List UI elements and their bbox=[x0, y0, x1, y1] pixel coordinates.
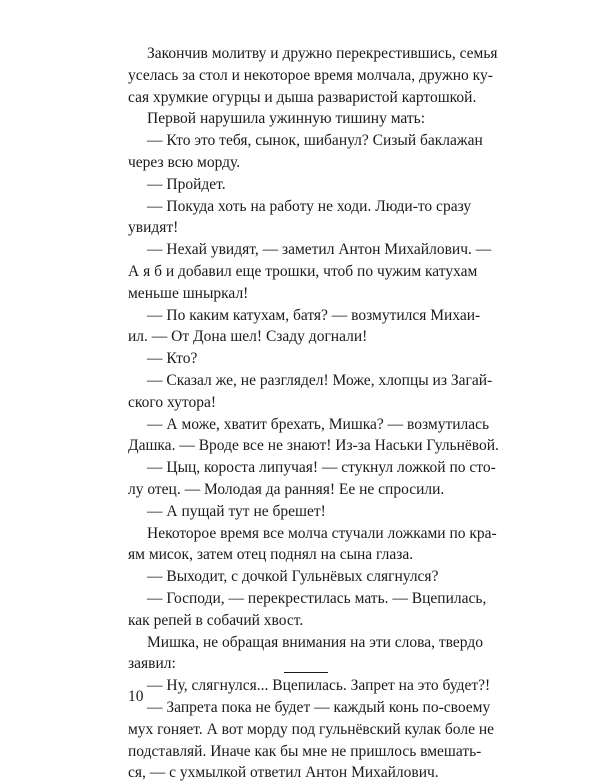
text-line: Закончив молитву и дружно перекрестившись, семья bbox=[147, 45, 498, 62]
text-line: ся, — с ухмылкой ответил Антон Михайлович. bbox=[128, 764, 439, 782]
page-number: 10 bbox=[128, 688, 144, 705]
text-line: — Запрета пока не будет — каждый конь по-своему bbox=[147, 698, 491, 716]
text-line: — Ну, слягнулся... Вцепилась. Запрет на это будет?! bbox=[147, 677, 491, 695]
text-line: — Господи, — перекрестилась мать. — Вцепилась, bbox=[147, 589, 487, 607]
text-line: ям мисок, затем отец поднял на сына глаза. bbox=[128, 546, 414, 564]
text-line: — Кто это тебя, сынок, шибанул? Сизый баклажан bbox=[147, 132, 483, 150]
text-line: сая хрумкие огурцы и дыша разваристой картошкой. bbox=[128, 88, 477, 106]
text-line: — Выходит, с дочкой Гульнёвых слягнулся? bbox=[147, 568, 439, 586]
text-line: — Сказал же, не разглядел! Може, хлопцы из Загай- bbox=[147, 371, 493, 389]
text-line: — По каким катухам, батя? — возмутился Михаи- bbox=[147, 306, 481, 324]
text-line: как репей в собачий хвост. bbox=[128, 611, 304, 629]
text-line: — Покуда хоть на работу не ходи. Люди-то сразу bbox=[147, 197, 472, 215]
text-line: увидят! bbox=[128, 219, 179, 237]
text-line: — Цыц, короста липучая! — стукнул ложкой по сто- bbox=[147, 459, 496, 477]
text-line: подставляй. Иначе как бы мне не пришлось вмешать- bbox=[128, 742, 482, 760]
text-line: через всю морду. bbox=[128, 153, 241, 171]
text-line: уселась за стол и некоторое время молчала, дружно ку- bbox=[128, 66, 493, 84]
text-line: Некоторое время все молча стучали ложками по кра- bbox=[147, 524, 497, 542]
text-line: ил. — От Дона шел! Сзаду догнали! bbox=[128, 328, 368, 346]
text-line: А я б и добавил еще трошки, чтоб по чужим катухам bbox=[128, 262, 478, 280]
text-line: Первой нарушила ужинную тишину мать: bbox=[147, 110, 426, 128]
text-line: — А може, хватит брехать, Мишка? — возмутилась bbox=[147, 415, 490, 433]
text-line: — А пущай тут не брешет! bbox=[147, 502, 326, 520]
text-line: Дашка. — Вроде все не знают! Из-за Наськи Гульнёвой. bbox=[128, 437, 499, 455]
section-divider bbox=[284, 672, 328, 673]
text-line: мух гоняет. А вот морду под гульнёвский кулак боле не bbox=[128, 720, 495, 738]
text-line: меньше шныркал! bbox=[128, 284, 249, 302]
text-line: лу отец. — Молодая да ранняя! Ее не спросили. bbox=[128, 480, 445, 498]
text-line: — Нехай увидят, — заметил Антон Михайлович. — bbox=[147, 241, 492, 259]
text-line: Мишка, не обращая внимания на эти слова, твердо bbox=[147, 633, 483, 651]
text-line: заявил: bbox=[128, 655, 176, 673]
text-line: ского хутора! bbox=[128, 393, 216, 411]
text-line: — Кто? bbox=[147, 350, 198, 368]
text-line: — Пройдет. bbox=[147, 175, 226, 193]
